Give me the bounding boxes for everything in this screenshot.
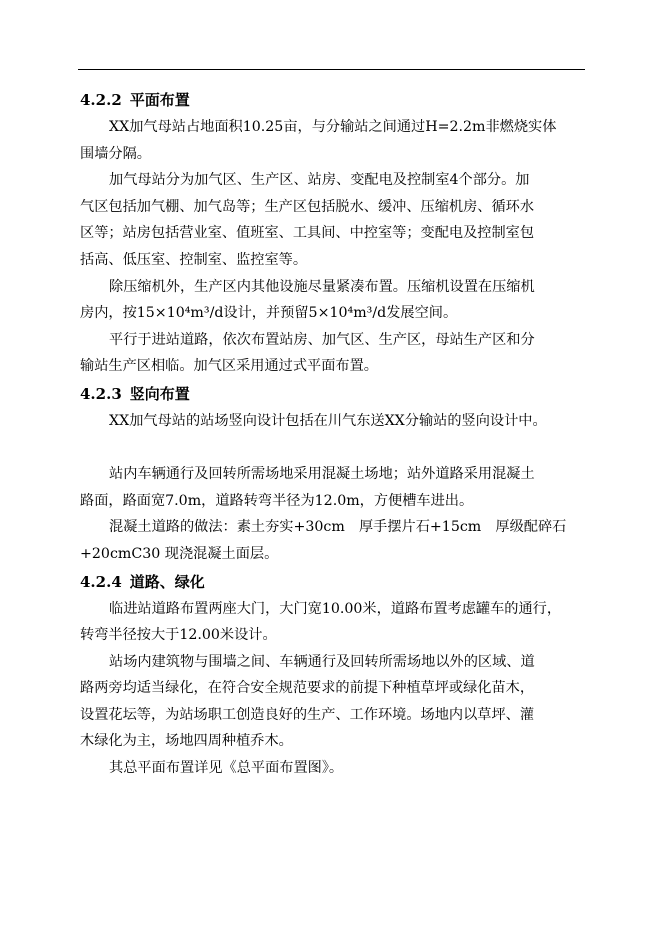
text-line: 混凝土道路的做法：素土夯实+30cm 厚手摆片石+15cm 厚级配碎石: [109, 519, 567, 536]
section-number: 4.2.2: [80, 91, 122, 109]
text-line: 平行于进站道路，依次布置站房、加气区、生产区，母站生产区和分: [109, 331, 535, 348]
paragraph: [80, 274, 585, 327]
section-title: 平面布置: [129, 91, 190, 109]
text-line: 房内，按15×10⁴m³/d设计，并预留5×10⁴m³/d发展空间。: [80, 305, 458, 322]
text-line: 设置花坛等，为站场职工创造良好的生产、工作环境。场地内以草坪、灌: [80, 706, 535, 723]
text-line: 围墙分隔。: [80, 145, 151, 162]
paragraph: [80, 596, 585, 649]
text-line: 临进站道路布置两座大门，大门宽10.00米，道路布置考虑罐车的通行，: [109, 600, 562, 617]
text-line: 站内车辆通行及回转所需场地采用混凝土场地；站外道路采用混凝土: [109, 466, 535, 483]
text-line: XX加气母站占地面积10.25亩，与分输站之间通过H=2.2m非燃烧实体: [109, 119, 557, 135]
paragraph: [80, 114, 585, 167]
text-line: 路两旁均适当绿化，在符合安全规范要求的前提下种植草坪或绿化苗木，: [80, 680, 535, 697]
section-heading-4-2-2: [80, 86, 585, 114]
section-heading-4-2-4: [80, 568, 585, 596]
text-line: 气区包括加气棚、加气岛等；生产区包括脱水、缓冲、压缩机房、循环水: [80, 198, 535, 215]
section-title: 道路、绿化: [129, 572, 205, 591]
text-line: 其总平面布置详见《总平面布置图》。: [109, 760, 344, 777]
text-line: 站场内建筑物与围墙之间、车辆通行及回转所需场地以外的区域、道: [109, 653, 535, 670]
document-body: [80, 86, 585, 782]
section-title: 竖向布置: [129, 384, 190, 403]
paragraph: [80, 167, 585, 273]
text-line: XX加气母站的站场竖向设计包括在川气东送XX分输站的竖向设计中。: [109, 412, 547, 429]
text-line: +20cmC30 现浇混凝土面层。: [80, 545, 279, 562]
text-line: 转弯半径按大于12.00米设计。: [80, 627, 277, 644]
paragraph: [80, 408, 585, 435]
paragraph: [80, 327, 585, 380]
text-line: 加气母站分为加气区、生产区、站房、变配电及控制室4个部分。加: [109, 172, 530, 189]
header-rule: [78, 69, 585, 70]
text-line: 木绿化为主，场地四周种植乔木。: [80, 733, 293, 750]
text-line: 括高、低压室、控制室、监控室等。: [80, 251, 308, 268]
section-number: 4.2.4: [80, 572, 122, 591]
text-line: 输站生产区相临。加气区采用通过式平面布置。: [80, 358, 378, 375]
section-heading-4-2-3: [80, 380, 585, 408]
text-line: 区等；站房包括营业室、值班室、工具间、中控室等；变配电及控制室包: [80, 225, 535, 242]
paragraph: [80, 755, 585, 782]
paragraph: [80, 461, 585, 514]
text-line: 路面，路面宽7.0m，道路转弯半径为12.0m，方便槽车进出。: [80, 492, 474, 509]
section-number: 4.2.3: [80, 384, 122, 403]
paragraph: [80, 514, 585, 567]
text-line: 除压缩机外，生产区内其他设施尽量紧凑布置。压缩机设置在压缩机: [109, 278, 535, 295]
blank-line: [80, 435, 585, 462]
paragraph: [80, 649, 585, 755]
